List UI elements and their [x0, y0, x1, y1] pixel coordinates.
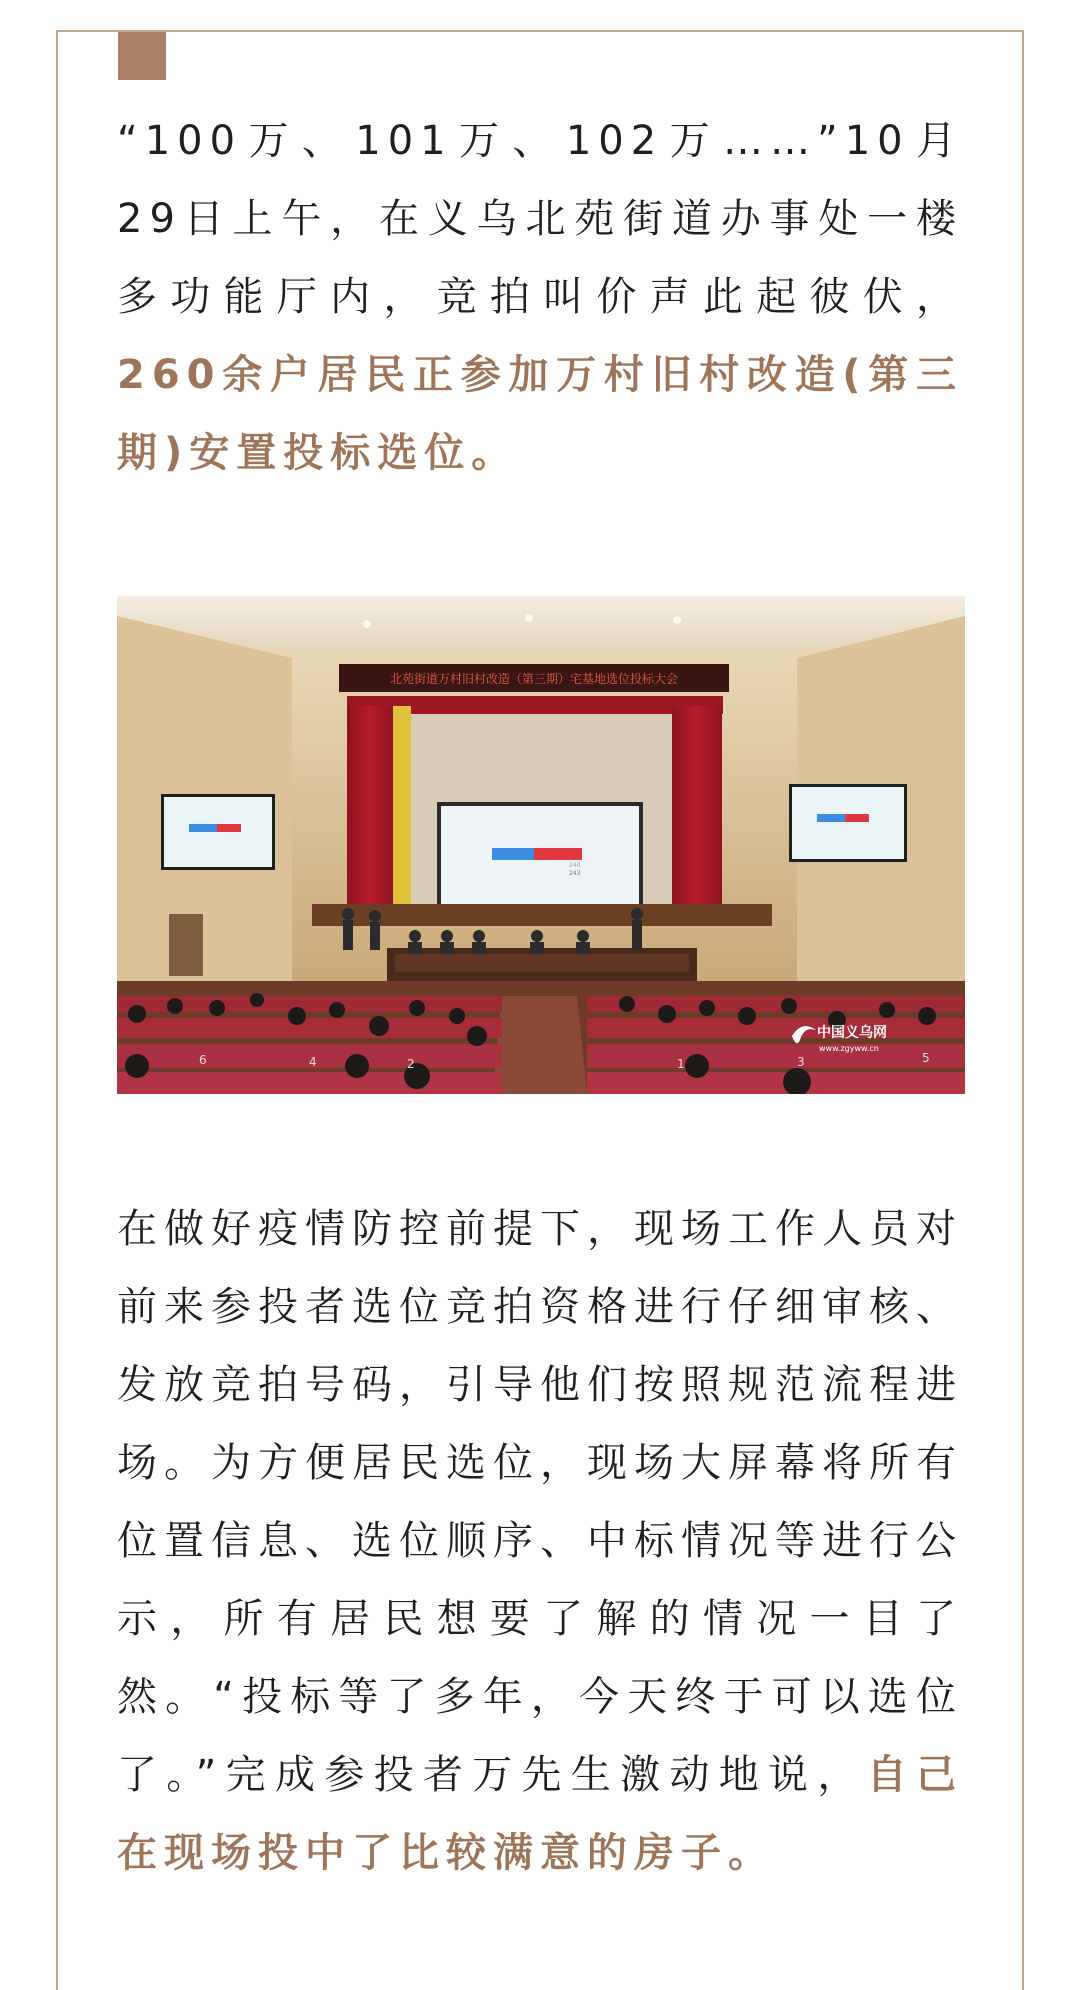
ceiling-light-icon [525, 614, 533, 622]
paragraph-2-text: 在做好疫情防控前提下，现场工作人员对前来参投者选位竞拍资格进行仔细审核、发放竞拍号码，引导他们按照规范流程进场。为方便居民选位，现场大屏幕将所有位置信息、选位顺序、中标情况等进行公示，所有居民想要了解的情况一目了然。“投标等了多年，今天终于可以选位了。”完成参投者万先生激动地说， [117, 1206, 963, 1798]
right-screen-bar-red [845, 814, 869, 822]
left-screen-bar-red [217, 824, 241, 832]
watermark-name: 中国义乌网 [817, 1025, 887, 1041]
main-screen-number: 243 [569, 870, 581, 877]
left-door [169, 914, 203, 976]
watermark-url: www.zgyww.cn [819, 1044, 879, 1053]
curtain-gold [393, 706, 411, 906]
main-screen-number-upper: 240 [569, 862, 581, 869]
stage-banner-text: 北苑街道万村旧村改造（第三期）宅基地选位投标大会 [389, 672, 679, 686]
decorative-square [118, 32, 166, 80]
auction-hall-photo [117, 596, 965, 1094]
paragraph-2-highlight: 自己在现场投中了比较满意的房子。 [117, 1752, 963, 1876]
curtain-right [672, 706, 722, 906]
seat-number: 6 [199, 1053, 207, 1067]
stage-platform [312, 904, 772, 926]
main-screen-bar-blue [492, 848, 534, 860]
ceiling-light-icon [673, 616, 681, 624]
right-screen [792, 787, 904, 859]
center-aisle [492, 996, 587, 1094]
article-paragraph-2 [117, 1190, 963, 1892]
right-screen-bar-blue [817, 814, 845, 822]
paragraph-1-text: “100万、101万、102万……”10月29日上午，在义乌北苑街道办事处一楼多功能厅内，竞拍叫价声此起彼伏， [117, 118, 963, 320]
seat-number: 3 [797, 1055, 805, 1069]
seat-number: 2 [407, 1057, 415, 1071]
article-paragraph-1 [117, 102, 963, 492]
seat-number: 1 [677, 1057, 685, 1071]
stage-table-panel [395, 954, 689, 972]
ceiling-light-icon [363, 620, 371, 628]
seat-number: 5 [922, 1051, 930, 1065]
seat-rows-right [587, 996, 965, 1094]
main-screen-bar-red [534, 848, 582, 860]
curtain-left [347, 706, 393, 906]
seat-number: 4 [309, 1055, 317, 1069]
left-screen-bar-blue [189, 824, 217, 832]
paragraph-1-highlight: 260余户居民正参加万村旧村改造(第三期)安置投标选位。 [117, 352, 963, 476]
main-screen [441, 806, 639, 916]
